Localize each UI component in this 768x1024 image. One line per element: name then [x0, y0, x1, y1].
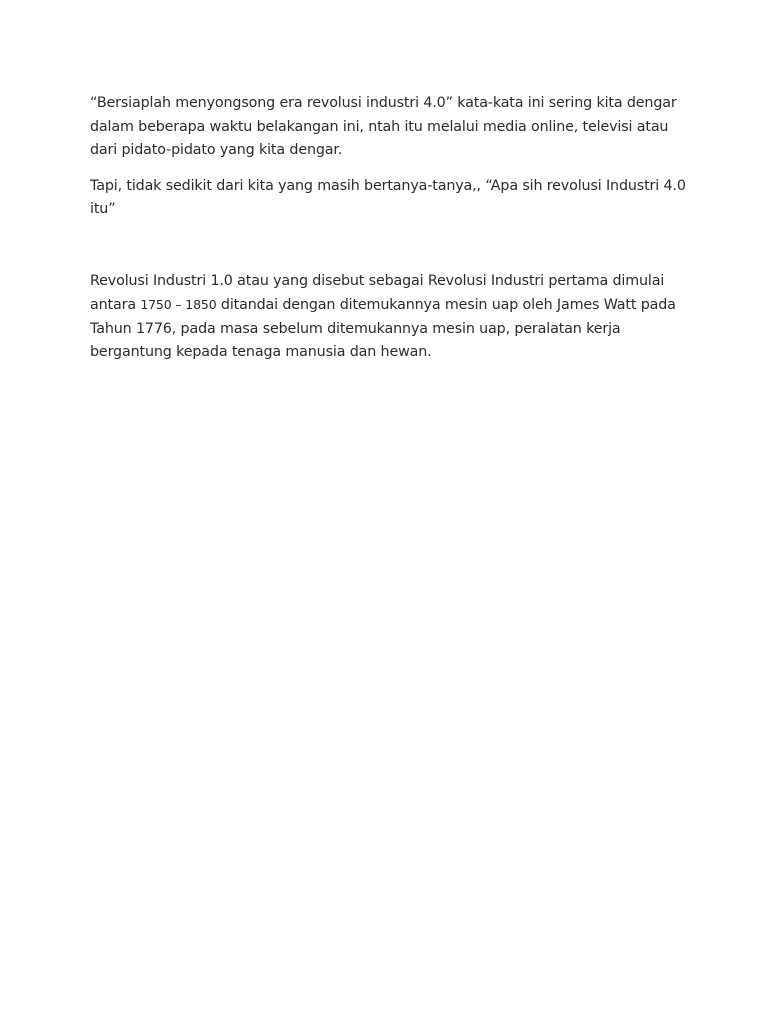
- document-body: [90, 92, 690, 365]
- industry-1-years: 1750 – 1850: [140, 297, 217, 312]
- question-paragraph: Tapi, tidak sedikit dari kita yang masih bertanya-tanya,, “Apa sih revolusi Industri 4.0 itu”: [90, 177, 686, 217]
- intro-paragraph: “Bersiaplah menyongsong era revolusi industri 4.0” kata-kata ini sering kita dengar dalam beberapa waktu belakangan ini, ntah itu melalui media online, televisi atau dari pidato-pidato yang kita dengar.: [90, 95, 677, 158]
- industry-1-text-start: Revolusi Industri 1.0 atau yang disebut sebagai Revolusi Industri pertama dimulai antara: [90, 272, 665, 313]
- industry-1-paragraph: [90, 270, 690, 365]
- industry-1-text-end: ditandai dengan ditemukannya mesin uap oleh James Watt pada Tahun 1776, pada masa sebelum ditemukannya mesin uap, peralatan kerja bergantung kepada tenaga manusia dan hewan.: [90, 297, 676, 360]
